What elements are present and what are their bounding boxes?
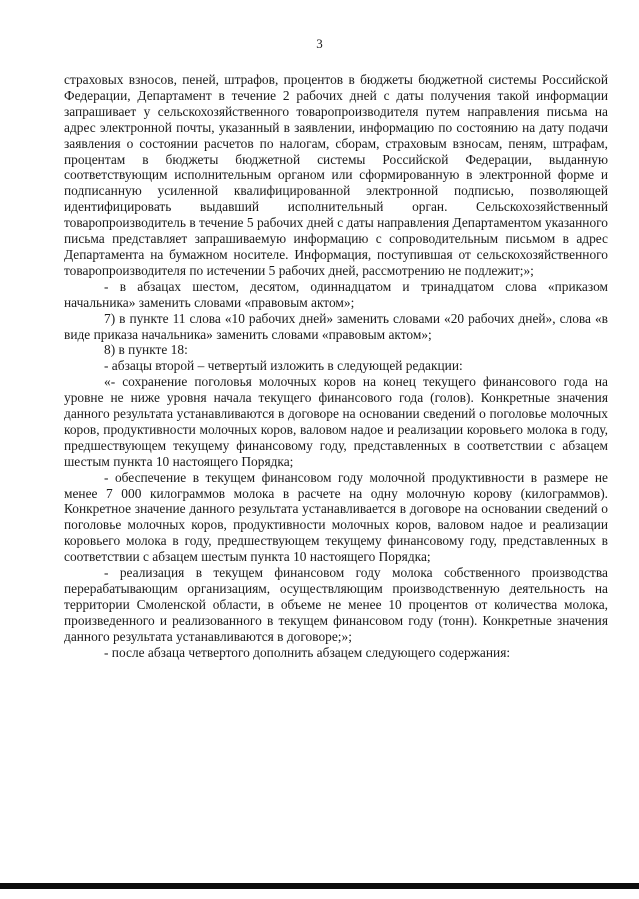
paragraph-result-productivity: - обеспечение в текущем финансовом году молочной продуктивности в размере не менее 7 000 килограммов молока в расчете на одну молочную корову (килограммов). Конкретное значение данного результата устанавливается в договоре на основании сведений о поголовье молочных коров, продуктивности молочных коров, валовом надое и реализации коровьего молока в году, предшествующем текущему финансовому году, представленных в соответствии с абзацем шестым пункта 10 настоящего Порядка;: [64, 469, 608, 565]
paragraph-new-wording-intro: - абзацы второй – четвертый изложить в следующей редакции:: [104, 358, 463, 374]
paragraph-add-after-fourth: - после абзаца четвертого дополнить абзацем следующего содержания:: [104, 644, 511, 660]
paragraph-amend-paragraphs: - в абзацах шестом, десятом, одиннадцатом и тринадцатом слова «приказом начальника» заменить словами «правовым актом»;: [64, 278, 608, 310]
paragraph-result-sales: - реализация в текущем финансовом году молока собственного производства перерабатывающим организациям, осуществляющим производственную деятельность на территории Смоленской области, в объеме не менее 10 процентов от количества молока, произведенного и реализованного в текущем финансовом году (тонн). Конкретные значения данного результата устанавливаются в договоре;»;: [64, 565, 608, 644]
page-number: 3: [316, 36, 323, 51]
paragraph-item-8: 8) в пункте 18:: [104, 342, 188, 358]
paragraph-item-7: 7) в пункте 11 слова «10 рабочих дней» заменить словами «20 рабочих дней», слова «в виде приказа начальника» заменить словами «правовым актом»;: [64, 310, 608, 342]
document-body: [64, 72, 608, 661]
paragraph-continuation: страховых взносов, пеней, штрафов, процентов в бюджеты бюджетной системы Российской Федерации, Департамент в течение 2 рабочих дней с даты получения такой информации запрашивает у сельскохозяйственного товаропроизводителя путем направления письма на адрес электронной почты, указанный в заявлении, информацию по состоянию на дату подачи заявления о состоянии расчетов по налогам, сборам, страховым взносам, пеням, штрафам, процентам в бюджеты бюджетной системы Российской Федерации, выданную соответствующим исполнительным органом или сформированную в электронной форме и подписанную усиленной квалифицированной электронной подписью, позволяющей идентифицировать выдавший исполнительный орган. Сельскохозяйственный товаропроизводитель в течение 5 рабочих дней с даты направления Департаментом указанного письма представляет запрашиваемую информацию с сопроводительным письмом в адрес Департамента на бумажном носителе. Информация, поступившая от сельскохозяйственного товаропроизводителя по истечении 5 рабочих дней, рассмотрению не подлежит;»;: [64, 72, 608, 278]
scan-bottom-edge: [0, 883, 639, 889]
paragraph-result-herd: «- сохранение поголовья молочных коров на конец текущего финансового года на уровне не ниже уровня начала текущего финансового года (голов). Конкретные значения данного результата устанавливаются в договоре на основании сведений о поголовье молочных коров, продуктивности молочных коров, валовом надое и реализации коровьего молока в году, предшествующем текущему финансовому году, представленных в соответствии с абзацем шестым пункта 10 настоящего Порядка;: [64, 374, 608, 469]
